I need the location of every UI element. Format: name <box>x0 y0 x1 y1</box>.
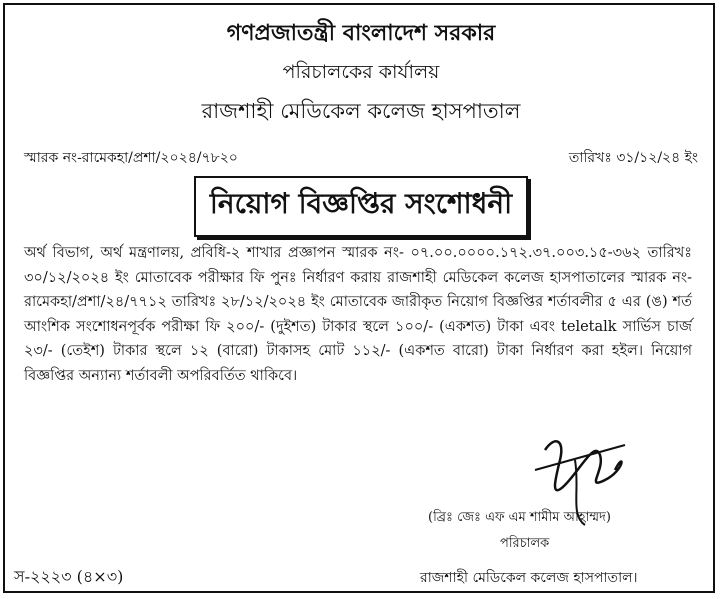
notice-heading: নিয়োগ বিজ্ঞপ্তির সংশোধনী <box>194 176 528 237</box>
hospital-name: রাজশাহী মেডিকেল কলেজ হাসপাতাল <box>201 99 521 123</box>
notice-heading-wrap <box>0 176 722 237</box>
memo-date: তারিখঃ ৩১/১২/২৪ ইং <box>568 150 698 166</box>
signatory-designation: পরিচালক <box>500 536 550 551</box>
signatory-office: রাজশাহী মেডিকেল কলেজ হাসপাতাল। <box>420 570 638 586</box>
office-name: পরিচালকের কার্যালয় <box>282 61 440 83</box>
notice-body: অর্থ বিভাগ, অর্থ মন্ত্রণালয়, প্রবিধি-২ শাখার প্রজ্ঞাপন স্মারক নং- ০৭.০০.০০০০.১৭২.৩৭.০০৩.১৫-৩৬২ তারিখঃ ৩০/১২/২০২৪ ইং মোতাবেক পরীক্ষার ফি পুনঃ নির্ধারণ করায় রাজশাহী মেডিকেল কলেজ হাসপাতালের স্মারক নং- রামেকহা/প্রশা/২৪/৭৭১২ তারিখঃ ২৮/১২/২০২৪ ইং মোতাবেক জারীকৃত নিয়োগ বিজ্ঞপ্তির শর্তাবলীর ৫ এর (ঙ) শর্ত আংশিক সংশোধনপূর্বক পরীক্ষা ফি ২০০/- (দুইশত) টাকার স্থলে ১০০/- (একশত) টাকা এবং teletalk সার্ভিস চার্জ ২৩/- (তেইশ) টাকার স্থলে ১২ (বারো) টাকাসহ মোট ১১২/- (একশত বারো) টাকা নির্ধারণ করা হইল। নিয়োগ বিজ্ঞপ্তির অন্যান্য শর্তাবলী অপরিবর্তিত থাকিবে। <box>24 245 692 384</box>
government-title: গণপ্রজাতন্ত্রী বাংলাদেশ সরকার <box>226 20 496 46</box>
signatory-name: (ব্রিঃ জেঃ এফ এম শামীম আহাম্মদ) <box>428 510 611 525</box>
memo-number: স্মারক নং-রামেকহা/প্রশা/২০২৪/৭৮২০ <box>24 150 238 166</box>
reference-code: স-২২২৩ (৪×৩) <box>14 567 124 586</box>
